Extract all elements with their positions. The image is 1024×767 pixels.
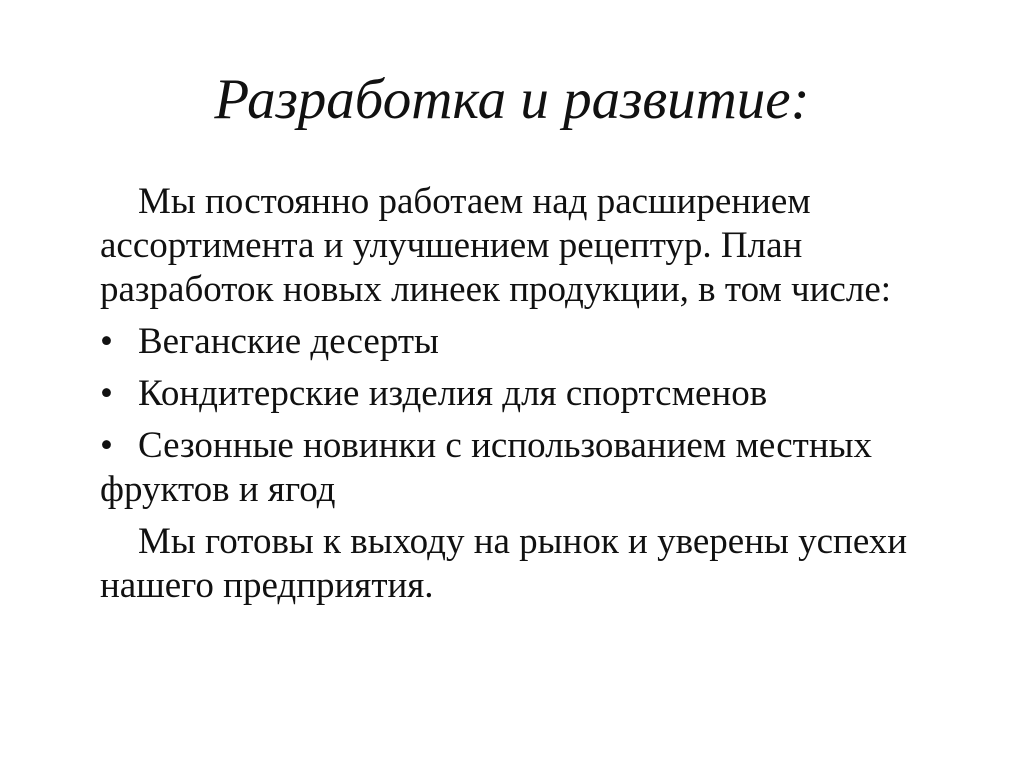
bullet-icon: • [100,321,113,362]
bullet-item [100,424,920,512]
closing-paragraph: Мы готовы к выходу на рынок и уверены успехи нашего предприятия. [100,521,908,606]
intro-paragraph: Мы постоянно работаем над расширением ассортимента и улучшением рецептур. План разработок новых линеек продукции, в том числе: [100,181,892,310]
slide-body [100,180,920,616]
bullet-text: Кондитерские изделия для спортсменов [138,373,768,414]
slide-title: Разработка и развитие: [214,68,810,131]
bullet-text: Сезонные новинки с использованием местных фруктов и ягод [100,425,872,510]
bullet-icon: • [100,425,113,466]
bullet-list [100,320,920,512]
bullet-item [100,372,920,416]
bullet-icon: • [100,373,113,414]
bullet-text: Веганские десерты [138,321,439,362]
bullet-item [100,320,920,364]
